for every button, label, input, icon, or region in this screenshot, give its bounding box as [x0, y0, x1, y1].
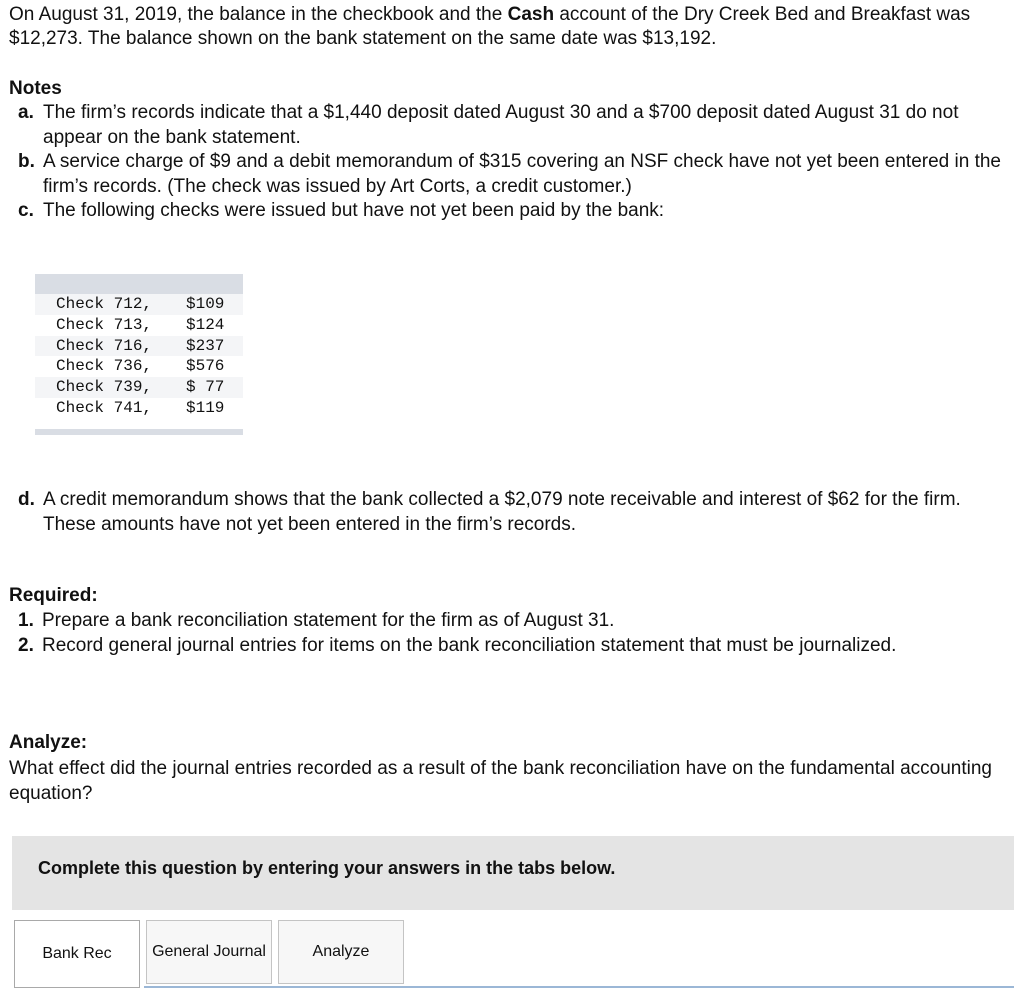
check-row — [35, 377, 243, 398]
notes-list — [18, 101, 1013, 224]
note-label: c. — [18, 200, 34, 221]
checks-rows — [35, 294, 243, 419]
outstanding-checks-table — [35, 274, 243, 435]
note-text: The following checks were issued but have not yet been paid by the bank: — [43, 200, 665, 221]
check-number: Check 716, — [56, 336, 153, 355]
table-header-band — [35, 274, 243, 294]
check-row — [35, 356, 243, 377]
check-row — [35, 294, 243, 315]
check-row — [35, 336, 243, 357]
table-footer-band — [35, 429, 243, 435]
check-number: Check 741, — [56, 398, 153, 417]
note-label: b. — [18, 151, 35, 172]
note-item-a — [18, 101, 1013, 150]
analyze-question: What effect did the journal entries recorded as a result of the bank reconciliation have on the fundamental accounting equation? — [9, 758, 992, 804]
instruction-banner — [12, 836, 1014, 910]
note-label: a. — [18, 102, 34, 123]
intro-text-bold: Cash — [507, 4, 555, 25]
tab-general-journal[interactable]: General Journal — [146, 920, 272, 984]
required-text: Prepare a bank reconciliation statement for the firm as of August 31. — [42, 610, 615, 631]
tab-panel-border — [144, 986, 1014, 988]
note-text: The firm’s records indicate that a $1,440 deposit dated August 30 and a $700 deposit dated August 31 do not appear on the bank statement. — [43, 102, 959, 148]
intro-text-start: On August 31, 2019, the balance in the checkbook and the — [9, 4, 508, 25]
note-item-c — [18, 199, 1013, 224]
check-row — [35, 398, 243, 419]
required-item-2 — [18, 633, 1013, 658]
note-label: d. — [18, 489, 35, 510]
required-item-1 — [18, 608, 1013, 633]
check-row — [35, 315, 243, 336]
check-number: Check 713, — [56, 315, 153, 334]
note-text: A credit memorandum shows that the bank collected a $2,079 note receivable and interest of $62 for the firm. These amounts have not yet been entered in the firm’s records. — [43, 489, 961, 535]
analyze-heading: Analyze: — [9, 732, 88, 753]
required-heading: Required: — [9, 585, 98, 606]
required-label: 2. — [18, 635, 34, 656]
intro-text-end: account of the Dry Creek Bed and Breakfast was $12,273. The balance shown on the bank statement on the same date was $13,192. — [9, 4, 971, 49]
check-number: Check 739, — [56, 378, 153, 397]
check-amount: $124 — [186, 315, 225, 334]
note-item-b — [18, 150, 1013, 199]
check-number: Check 736, — [56, 357, 153, 376]
check-amount: $576 — [186, 357, 225, 376]
required-label: 1. — [18, 610, 34, 631]
tab-analyze[interactable]: Analyze — [278, 920, 404, 984]
check-amount: $109 — [186, 295, 225, 313]
check-amount: $237 — [186, 336, 225, 355]
check-number: Check 712, — [56, 295, 153, 313]
tab-bank-rec[interactable]: Bank Rec — [14, 920, 140, 988]
required-text: Record general journal entries for items on the bank reconciliation statement that must be journalized. — [42, 635, 897, 656]
note-item-d — [18, 487, 1013, 537]
required-list — [18, 608, 1013, 658]
note-text: A service charge of $9 and a debit memorandum of $315 covering an NSF check have not yet been entered in the firm’s records. (The check was issued by Art Corts, a credit customer.) — [43, 151, 1001, 197]
answer-tabs — [14, 920, 1014, 988]
intro-paragraph — [9, 3, 1009, 51]
notes-heading: Notes — [9, 78, 62, 99]
check-amount: $ 77 — [186, 378, 225, 397]
check-amount: $119 — [186, 398, 225, 417]
instruction-text: Complete this question by entering your answers in the tabs below. — [38, 858, 616, 878]
